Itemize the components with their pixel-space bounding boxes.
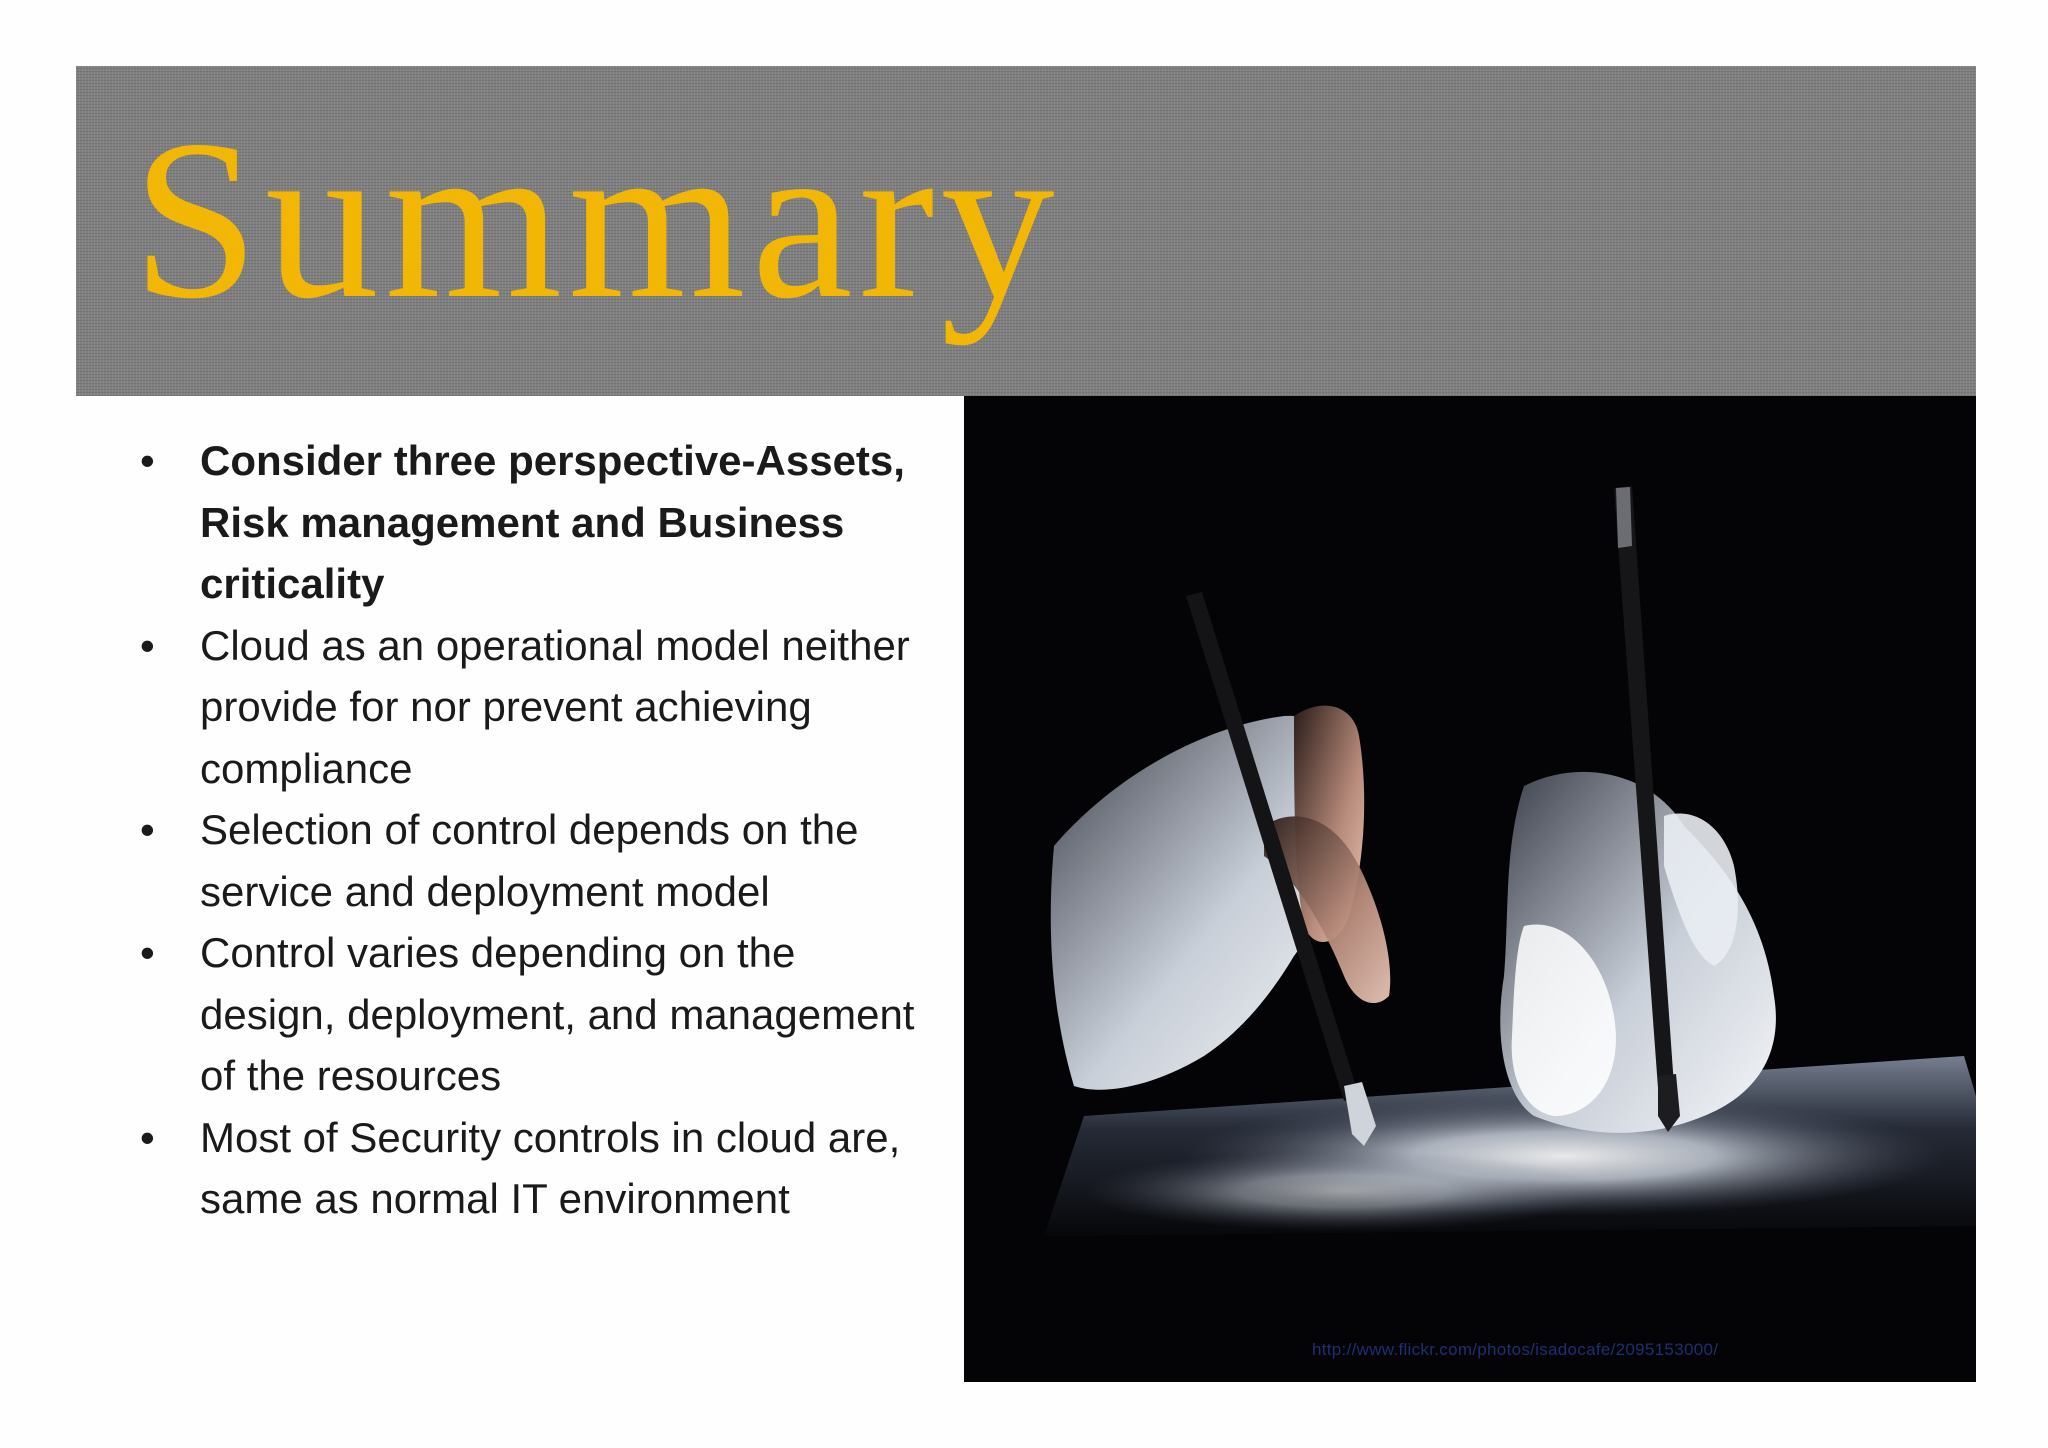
bullet-list	[136, 430, 936, 1230]
bullet-icon: •	[140, 1113, 155, 1161]
bullet-text: Cloud as an operational model neither provide for nor prevent achieving compliance	[200, 621, 910, 792]
bullet-item	[136, 1107, 936, 1230]
image-credit-link[interactable]: http://www.flickr.com/photos/isadocafe/2095153000/	[1312, 1340, 1719, 1359]
bullet-icon: •	[140, 621, 155, 669]
bullet-item	[136, 922, 936, 1107]
bullet-text: Most of Security controls in cloud are, same as normal IT environment	[200, 1113, 901, 1222]
bullet-item	[136, 799, 936, 922]
bullet-item	[136, 615, 936, 800]
gloved-hands-writing-with-pens-photo-icon	[964, 396, 1976, 1382]
slide-title: Summary	[132, 94, 1061, 346]
bullet-text: Selection of control depends on the service and deployment model	[200, 806, 859, 915]
bullet-icon: •	[140, 437, 155, 484]
bullet-icon: •	[140, 929, 155, 976]
bullet-text: Consider three perspective-Assets, Risk management and Business criticality	[200, 437, 905, 607]
title-band	[76, 66, 1976, 396]
bullet-icon: •	[140, 806, 155, 853]
bullet-item	[136, 430, 936, 615]
bullet-text: Control varies depending on the design, deployment, and management of the resources	[200, 929, 915, 1099]
photo	[964, 396, 1976, 1382]
